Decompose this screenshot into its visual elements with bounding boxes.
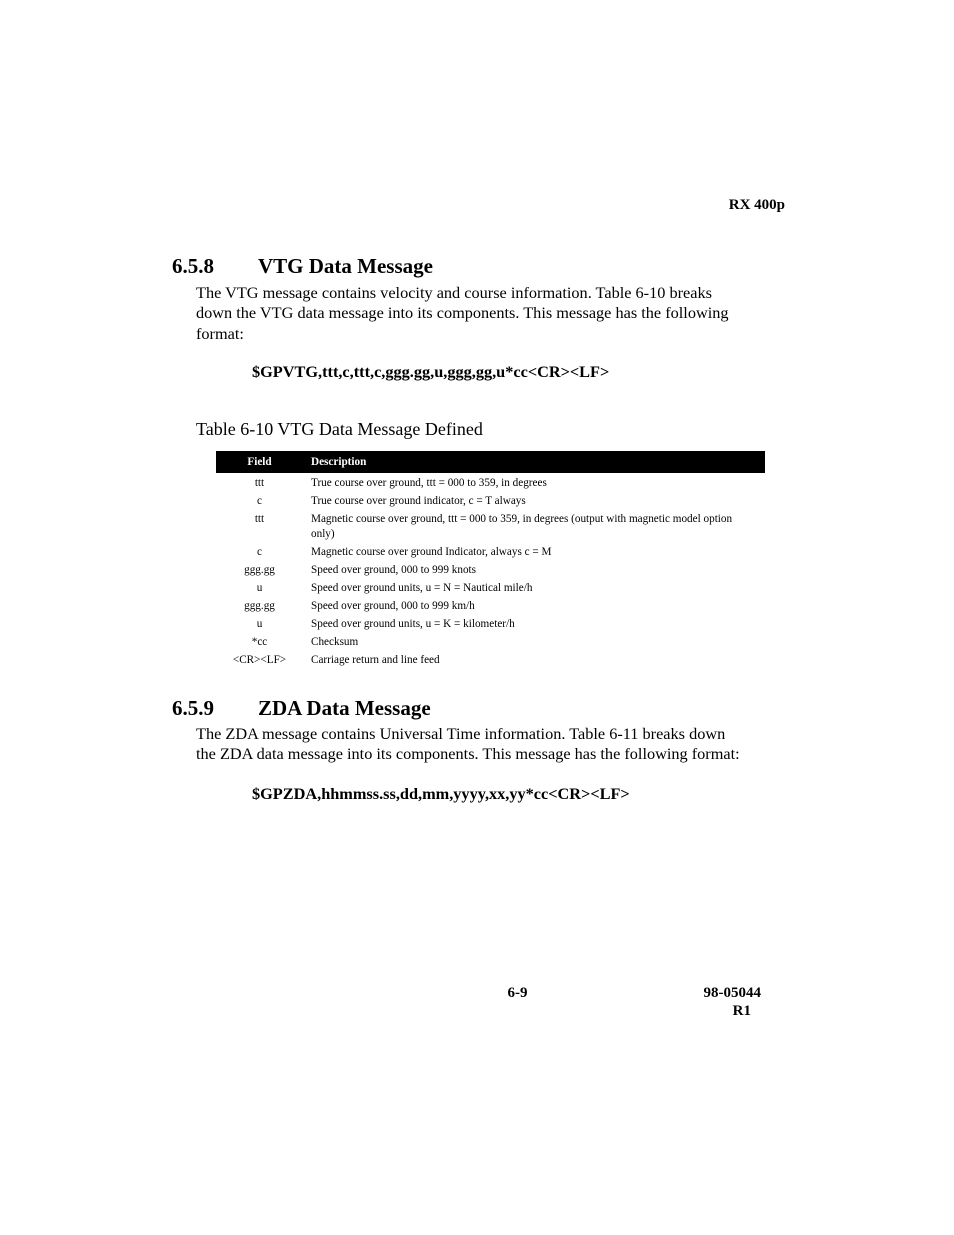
section-title: ZDA Data Message xyxy=(258,696,431,720)
paragraph-line: the ZDA data message into its components. This message has the following format: xyxy=(196,744,740,764)
cell-field: ggg.gg xyxy=(244,600,275,612)
cell-description: Magnetic course over ground Indicator, always c = M xyxy=(311,546,552,558)
cell-description: True course over ground, ttt = 000 to 359, in degrees xyxy=(311,477,547,489)
format-string-zda: $GPZDA,hhmmss.ss,dd,mm,yyyy,xx,yy*cc<CR><LF> xyxy=(252,784,630,803)
cell-description: Magnetic course over ground, ttt = 000 to 359, in degrees (output with magnetic model option only) xyxy=(311,513,733,540)
paragraph-line: The ZDA message contains Universal Time information. Table 6-11 breaks down xyxy=(196,724,726,743)
table-header-row xyxy=(216,451,765,473)
cell-description: Speed over ground, 000 to 999 knots xyxy=(311,564,476,576)
table-row xyxy=(216,651,765,669)
cell-field: ggg.gg xyxy=(244,564,275,576)
cell-description: True course over ground indicator, c = T always xyxy=(311,495,526,507)
table-row xyxy=(216,615,765,633)
table-row xyxy=(216,510,765,543)
page-number: 6-9 xyxy=(507,985,528,1001)
paragraph-line: format: xyxy=(196,323,244,343)
table-row xyxy=(216,492,765,510)
cell-field: <CR><LF> xyxy=(232,654,287,666)
section-paragraph-vtg xyxy=(196,283,781,344)
table-row xyxy=(216,579,765,597)
section-heading-vtg xyxy=(172,254,433,279)
table-row xyxy=(216,473,765,492)
section-paragraph-zda xyxy=(196,724,781,765)
cell-field: c xyxy=(257,546,262,558)
section-number: 6.5.8 xyxy=(172,254,214,278)
cell-description: Speed over ground units, u = K = kilometer/h xyxy=(311,618,515,630)
table-header-description: Description xyxy=(303,451,765,473)
table-row xyxy=(216,633,765,651)
paragraph-line: The VTG message contains velocity and course information. Table 6-10 breaks xyxy=(196,283,712,302)
cell-field: *cc xyxy=(251,636,268,648)
cell-description: Speed over ground units, u = N = Nautical mile/h xyxy=(311,582,533,594)
running-header: RX 400p xyxy=(728,197,785,213)
cell-field: u xyxy=(256,618,263,630)
table-header-field: Field xyxy=(216,451,303,473)
cell-description: Carriage return and line feed xyxy=(311,654,440,666)
cell-description: Speed over ground, 000 to 999 km/h xyxy=(311,600,475,612)
table-caption: Table 6-10 VTG Data Message Defined xyxy=(196,419,483,439)
section-title: VTG Data Message xyxy=(258,254,433,278)
vtg-data-table xyxy=(216,451,765,669)
table-row xyxy=(216,597,765,615)
section-number: 6.5.9 xyxy=(172,696,214,720)
cell-field: ttt xyxy=(254,477,265,489)
cell-field: u xyxy=(256,582,263,594)
cell-field: c xyxy=(257,495,262,507)
table-row xyxy=(216,561,765,579)
paragraph-line: down the VTG data message into its components. This message has the following xyxy=(196,303,729,323)
table-row xyxy=(216,543,765,561)
section-heading-zda xyxy=(172,696,431,721)
revision-label: R1 xyxy=(732,1003,751,1019)
format-string-vtg: $GPVTG,ttt,c,ttt,c,ggg.gg,u,ggg,gg,u*cc<CR><LF> xyxy=(252,362,610,381)
document-number: 98-05044 xyxy=(703,985,761,1001)
cell-description: Checksum xyxy=(311,636,359,648)
cell-field: ttt xyxy=(254,513,265,525)
